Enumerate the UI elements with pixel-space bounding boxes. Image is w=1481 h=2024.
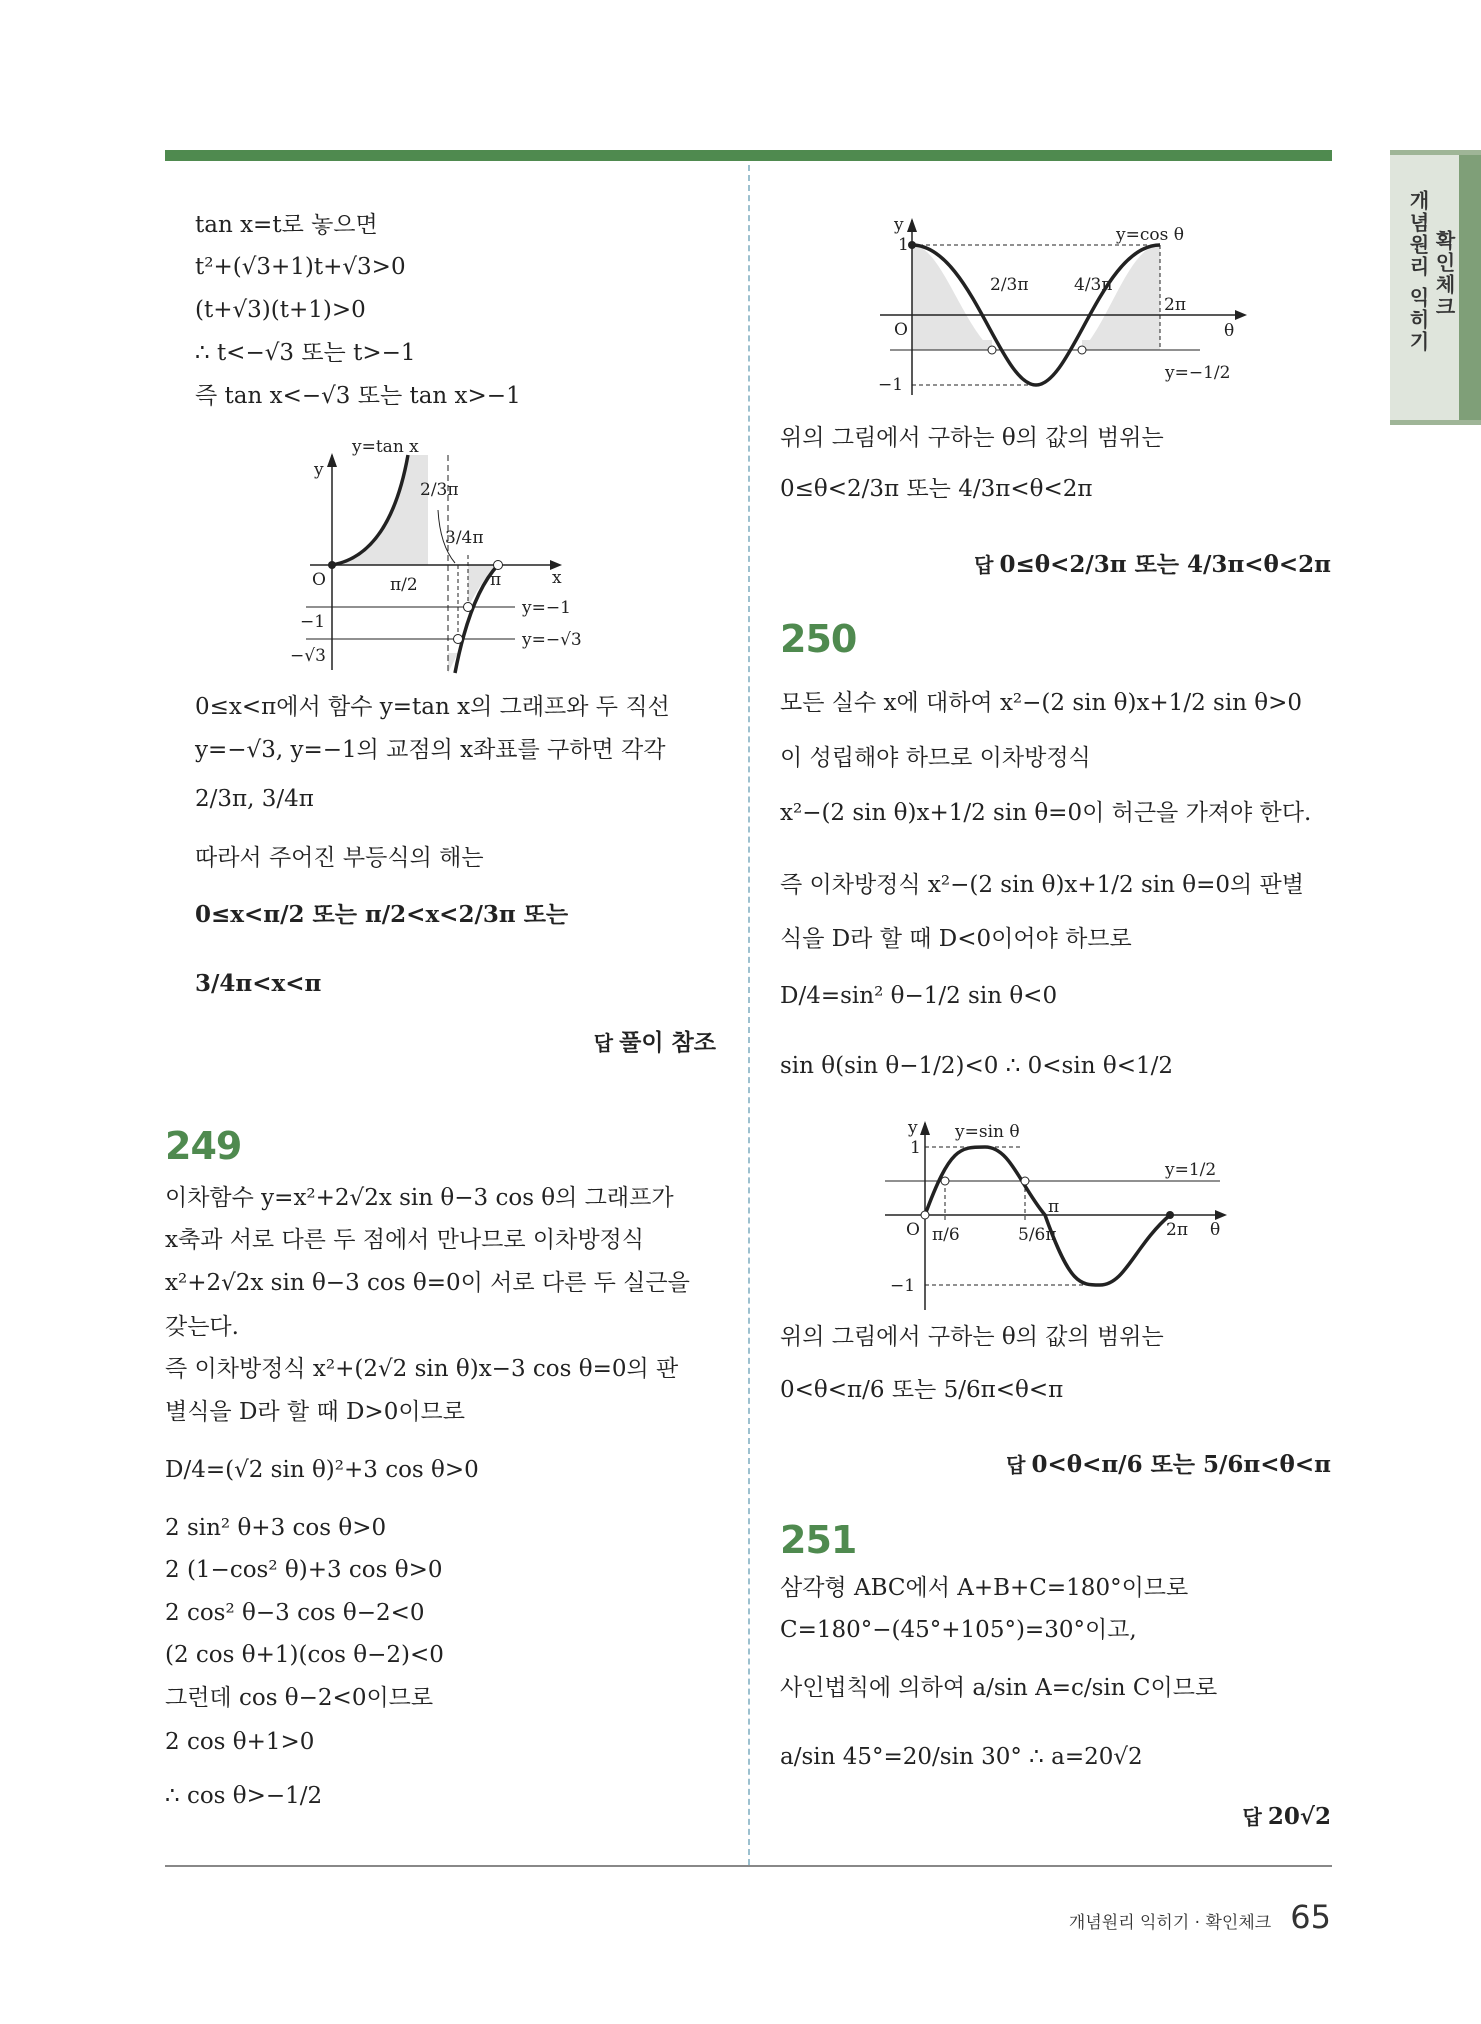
column-divider bbox=[748, 165, 750, 1865]
text-line: 0≤x<π/2 또는 π/2<x<2/3π 또는 bbox=[195, 901, 569, 928]
answer-label: 답 bbox=[974, 553, 994, 577]
answer-label: 답 bbox=[1242, 1805, 1262, 1829]
text-line: C=180°−(45°+105°)=30°이고, bbox=[780, 1617, 1137, 1643]
line-label-neg-one: y=−1 bbox=[522, 598, 571, 618]
tan-curve-label: y=tan x bbox=[352, 437, 419, 457]
page-number: 65 bbox=[1290, 1898, 1331, 1936]
text-line: 따라서 주어진 부등식의 해는 bbox=[195, 845, 484, 871]
text-line: 즉 이차방정식 x²+(2√2 sin θ)x−3 cos θ=0의 판 bbox=[165, 1356, 679, 1382]
text-line: 사인법칙에 의하여 a/sin A=c/sin C이므로 bbox=[780, 1675, 1218, 1701]
five-sixths-pi-label: 5/6π bbox=[1018, 1225, 1057, 1245]
text-line: 3/4π<x<π bbox=[195, 970, 322, 997]
text-line: 2 cos θ+1>0 bbox=[165, 1729, 315, 1755]
top-rule bbox=[165, 150, 1332, 161]
text-line: 그런데 cos θ−2<0이므로 bbox=[165, 1685, 434, 1711]
sin-curve-label: y=sin θ bbox=[955, 1122, 1020, 1142]
text-line: 위의 그림에서 구하는 θ의 값의 범위는 bbox=[780, 1324, 1164, 1350]
text-line: 모든 실수 x에 대하여 x²−(2 sin θ)x+1/2 sin θ>0 bbox=[780, 690, 1303, 716]
answer-value: 풀이 참조 bbox=[619, 1029, 716, 1056]
tick-neg-one: −1 bbox=[300, 612, 326, 632]
cos-curve-label: y=cos θ bbox=[1116, 225, 1184, 245]
text-line: 이차함수 y=x²+2√2x sin θ−3 cos θ의 그래프가 bbox=[165, 1185, 674, 1211]
text-line: a/sin 45°=20/sin 30° ∴ a=20√2 bbox=[780, 1744, 1143, 1770]
text-line: D/4=(√2 sin θ)²+3 cos θ>0 bbox=[165, 1457, 479, 1483]
two-pi-label: 2π bbox=[1164, 295, 1186, 315]
text-line: 0<θ<π/6 또는 5/6π<θ<π bbox=[780, 1377, 1064, 1403]
pi-half-label: π/2 bbox=[390, 575, 418, 595]
text-line: 갖는다. bbox=[165, 1314, 239, 1340]
section-tab bbox=[1390, 150, 1481, 425]
text-line: (t+√3)(t+1)>0 bbox=[195, 297, 366, 323]
tab-label-chapter: 개념원리 익히기 bbox=[1406, 190, 1430, 353]
tab-accent bbox=[1459, 155, 1481, 420]
problem-number-251: 251 bbox=[780, 1518, 857, 1562]
tan-graph bbox=[270, 435, 630, 675]
answer-label: 답 bbox=[1006, 1453, 1026, 1477]
pi-label: π bbox=[1048, 1197, 1060, 1217]
text-line: 2 sin² θ+3 cos θ>0 bbox=[165, 1515, 387, 1541]
x-axis-label: x bbox=[552, 568, 562, 588]
text-line: 0≤x<π에서 함수 y=tan x의 그래프와 두 직선 bbox=[195, 694, 670, 720]
problem-number-250: 250 bbox=[780, 617, 857, 661]
four-thirds-pi-label: 4/3π bbox=[1074, 275, 1113, 295]
text-line: (2 cos θ+1)(cos θ−2)<0 bbox=[165, 1642, 444, 1668]
answer-250 bbox=[1006, 1446, 1331, 1479]
page-footer bbox=[1069, 1898, 1331, 1936]
y-axis-label: y bbox=[908, 1118, 918, 1138]
line-label-half: y=1/2 bbox=[1165, 1160, 1217, 1180]
pi-label: π bbox=[490, 570, 502, 590]
answer-value: 0<θ<π/6 또는 5/6π<θ<π bbox=[1031, 1451, 1331, 1478]
text-line: D/4=sin² θ−1/2 sin θ<0 bbox=[780, 983, 1058, 1009]
text-line: t²+(√3+1)t+√3>0 bbox=[195, 254, 406, 280]
answer-value: 0≤θ<2/3π 또는 4/3π<θ<2π bbox=[999, 551, 1331, 578]
text-line: 즉 tan x<−√3 또는 tan x>−1 bbox=[195, 383, 521, 409]
answer-value: 20√2 bbox=[1267, 1803, 1331, 1830]
x-axis-label: θ bbox=[1224, 321, 1235, 341]
text-line: 이 성립해야 하므로 이차방정식 bbox=[780, 745, 1091, 771]
two-thirds-pi-label: 2/3π bbox=[420, 480, 459, 500]
answer-251 bbox=[1243, 1801, 1331, 1830]
tick-neg-root3: −√3 bbox=[290, 646, 326, 666]
y-axis-label: y bbox=[894, 215, 904, 235]
text-line: ∴ cos θ>−1/2 bbox=[165, 1783, 323, 1809]
three-quarters-pi-label: 3/4π bbox=[445, 528, 484, 548]
text-line: 2 cos² θ−3 cos θ−2<0 bbox=[165, 1600, 425, 1626]
problem-number-249: 249 bbox=[165, 1124, 242, 1168]
y-axis-label: y bbox=[314, 460, 324, 480]
tick-one: 1 bbox=[910, 1138, 921, 1158]
text-line: ∴ t<−√3 또는 t>−1 bbox=[195, 340, 416, 366]
answer-248 bbox=[594, 1024, 716, 1057]
tick-one: 1 bbox=[898, 235, 909, 255]
x-axis-label: θ bbox=[1210, 1220, 1221, 1240]
text-line: x²−(2 sin θ)x+1/2 sin θ=0이 허근을 가져야 한다. bbox=[780, 800, 1312, 826]
origin-label: O bbox=[906, 1220, 920, 1240]
text-line: sin θ(sin θ−1/2)<0 ∴ 0<sin θ<1/2 bbox=[780, 1053, 1173, 1079]
two-thirds-pi-label: 2/3π bbox=[990, 275, 1029, 295]
answer-label: 답 bbox=[593, 1031, 614, 1055]
text-line: tan x=t로 놓으면 bbox=[195, 212, 378, 238]
line-label-neg-half: y=−1/2 bbox=[1165, 363, 1231, 383]
text-line: 식을 D라 할 때 D<0이어야 하므로 bbox=[780, 926, 1132, 952]
sin-graph bbox=[870, 1115, 1240, 1315]
tab-label-section: 확인체크 bbox=[1432, 230, 1456, 318]
origin-label: O bbox=[312, 570, 326, 590]
line-label-neg-root3: y=−√3 bbox=[522, 630, 582, 650]
text-line: x²+2√2x sin θ−3 cos θ=0이 서로 다른 두 실근을 bbox=[165, 1270, 690, 1296]
tick-neg-one: −1 bbox=[890, 1276, 916, 1296]
text-line: 별식을 D라 할 때 D>0이므로 bbox=[165, 1399, 465, 1425]
text-line: 2 (1−cos² θ)+3 cos θ>0 bbox=[165, 1557, 443, 1583]
origin-label: O bbox=[894, 320, 908, 340]
text-line: 2/3π, 3/4π bbox=[195, 786, 314, 812]
text-line: x축과 서로 다른 두 점에서 만나므로 이차방정식 bbox=[165, 1227, 644, 1253]
footer-title: 개념원리 익히기 · 확인체크 bbox=[1068, 1913, 1272, 1933]
two-pi-label: 2π bbox=[1166, 1220, 1188, 1240]
bottom-rule bbox=[165, 1865, 1332, 1867]
text-line: 0≤θ<2/3π 또는 4/3π<θ<2π bbox=[780, 476, 1093, 502]
text-line: 삼각형 ABC에서 A+B+C=180°이므로 bbox=[780, 1575, 1189, 1601]
cos-graph bbox=[860, 210, 1260, 400]
answer-range-cos bbox=[974, 546, 1331, 579]
text-line: 즉 이차방정식 x²−(2 sin θ)x+1/2 sin θ=0의 판별 bbox=[780, 872, 1304, 898]
tick-neg-one: −1 bbox=[878, 375, 904, 395]
text-line: y=−√3, y=−1의 교점의 x좌표를 구하면 각각 bbox=[195, 737, 666, 763]
text-line: 위의 그림에서 구하는 θ의 값의 범위는 bbox=[780, 425, 1164, 451]
pi-sixth-label: π/6 bbox=[932, 1225, 960, 1245]
